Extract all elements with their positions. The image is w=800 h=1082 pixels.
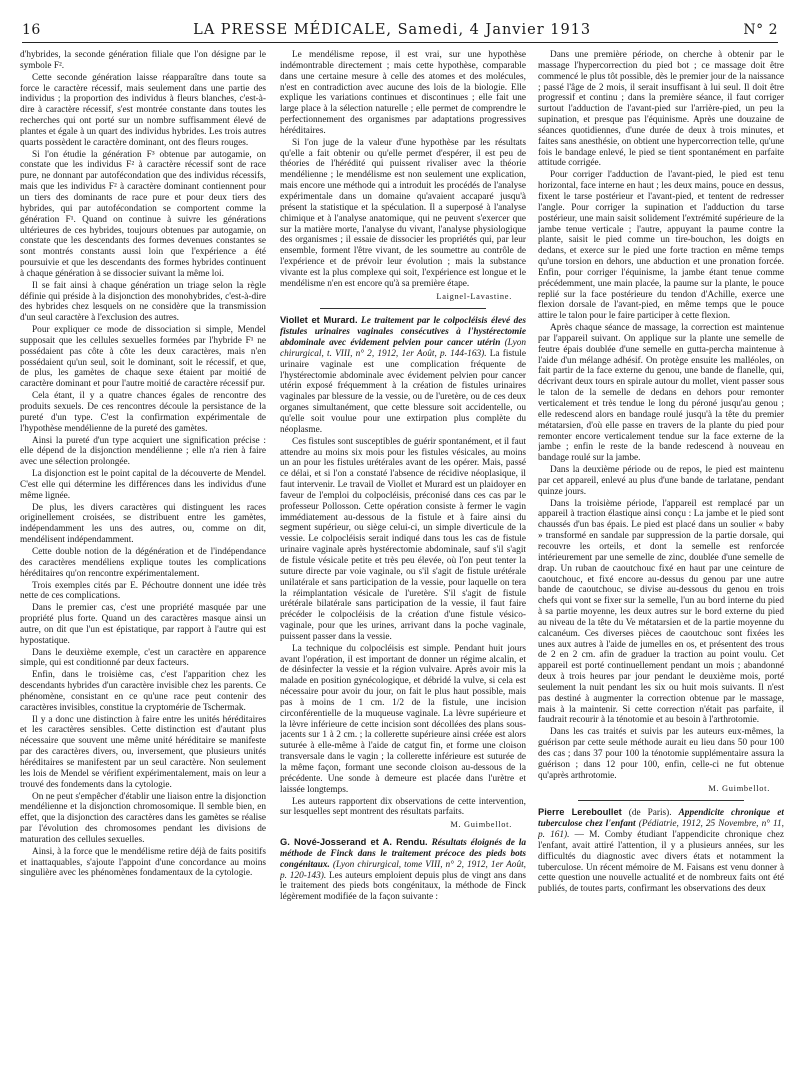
article-title: Le traitement par le colpocléisis élevé des fistules urinaires vaginales consécutives à l'hystérectomie abdominale avec évidement pelvien pour cancer utérin <box>280 316 526 349</box>
paragraph: Pour corriger l'adduction de l'avant-pied, le pied est tenu horizontal, face interne en haut ; les deux mains, pouce en dessus, fixent le tarse postérieur et l'avant-pied, et tentent de redresser l'angle. Pour corriger la supination et l'adduction du tarse postérieur, une main saisit solidement l'extrémité supérieure de la jambe tenue verticale ; l'autre, appuyant la paume contre la plante, saisit le pied comme un tire-bouchon, les doigts en dedans, et exerce sur le pied une forte traction en même temps qu'une torsion en dehors, une abduction et une pronation forcée. Enfin, pour corriger l'équinisme, la jambe étant tenue comme précédemment, une main placée, la paume sur la plante, le pouce replié sur la face postérieure du tendon d'Achille, exerce une flexion dorsale de l'avant-pied, en même temps que le pouce attire le talon pour le faire participer à cette flexion. <box>538 170 784 322</box>
article-heading <box>280 315 526 435</box>
article-source: (Lyon chirurgical, t. VIII, n° 2, 1912, 1er Août, p. 144-163). <box>280 338 526 359</box>
paragraph: Dans le premier cas, c'est une propriété masquée par une propriété plus forte. Quand un des caractères masque ainsi un autre, on dit que l'un est épistatique, par rapport à l'autre qui est hypostatique. <box>20 603 266 646</box>
paragraph: Dans une première période, on cherche à obtenir par le massage l'hypercorrection du pied bot ; ce massage doit être commencé le plus tôt possible, dès le premier jour de la naissance ; passé l'âge de 2 mois, il serait insuffisant à lui seul. Il doit être progressif et continu ; dans la première séance, il faut corriger surtout l'adduction de l'avant-pied sur l'arrière-pied, un peu la supination, et presque pas l'équinisme. Après une douzaine de séances quotidiennes, d'une durée de deux à trois minutes, et faites sans anesthésie, on obtient une hypercorrection telle, qu'une fois le bandage enlevé, le pied se tient spontanément en parfaite attitude corrigée. <box>538 50 784 169</box>
paragraph: Cela étant, il y a quatre chances égales de rencontre des produits sexuels. De ces rencontres découle la persistance de la pureté d'un type. C'est la confirmation expérimentale de l'hypothèse mendélienne de la pureté des gamètes. <box>20 391 266 434</box>
column-2 <box>280 50 526 1082</box>
signature: M. Guimbellot. <box>450 820 512 830</box>
paragraph: Ainsi la pureté d'un type acquiert une signification précise : elle dépend de la disjonction mendélienne ; elle n'a rien à faire avec une sélection prolongée. <box>20 435 266 468</box>
paragraph: Les auteurs rapportent dix observations de cette intervention, sur lesquelles sept montrent des résultats parfaits. <box>280 796 526 818</box>
journal-title: LA PRESSE MÉDICALE, Samedi, 4 Janvier 1913 <box>193 22 592 38</box>
article-text: — M. Comby étudiant l'appendicite chronique chez l'enfant, avait attiré l'attention, il y a plusieurs années, sur les difficultés du diagnostic avec divers états et notamment la tuberculose. Un récent mémoire de M. Faisans est venu donner à cette question une nouvelle actualité et de nombreux faits ont été publiés, de toutes parts, confirmant les observations des deux <box>538 830 784 895</box>
paragraph: Ainsi, à la force que le mendélisme retire déjà de faits positifs et inattaquables, s'ajoute l'appoint d'une concordance au moins singulière avec les phénomènes fondamentaux de la cytologie. <box>20 846 266 879</box>
header-rule <box>22 42 778 43</box>
article-authors: Viollet et Murard. <box>280 315 358 326</box>
paragraph: La disjonction est le point capital de la découverte de Mendel. C'est elle qui détermine les différences dans les individus d'une même lignée. <box>20 469 266 501</box>
paragraph: Cette double notion de la dégénération et de l'indépendance des caractères mendéliens explique toutes les complications héréditaires qu'on rencontre expérimentalement. <box>20 546 266 579</box>
paragraph: Si l'on juge de la valeur d'une hypothèse par les résultats qu'elle a fait obtenir ou qu'elle permet d'espérer, il est peu de théories de l'hérédité qui puissent rivaliser avec la théorie mendélienne ; le mendélisme est non seulement une explication, mais encore une méthode qui a introduit les procédés de l'analyse expérimentale dans un domaine qu'avaient accaparé jusqu'à présent la statistique et la spéculation. Il a superposé à l'analyse chimique et à l'analyse anatomique, qui ne peuvent s'exercer que sur la matière morte, l'analyse du vivant, l'analyse physiologique des organismes ; il essaie de dissocier les propriétés qui, par leur ensemble, forment l'être vivant, de les soumettre au contrôle de l'expérience et de prévoir leur évolution ; mais la substance vivante est la plus complexe qui soit, l'expérience est longue et le mendélisme n'en est encore qu'à sa première étape. <box>280 137 526 289</box>
paragraph: Dans la troisième période, l'appareil est remplacé par un appareil à traction élastique ainsi conçu : La jambe et le pied sont chaussés d'un bas épais. Le pied est placé dans un soulier « baby » transformé en sandale par suppression de la partie dorsale, qui recouvre les orteils, et dont la semelle est renforcée intérieurement par une semelle de zinc, doublée d'une semelle de drap. Un ruban de caoutchouc fixé en haut par une ceinture de caoutchouc, et fixé encore au-dessus du genou par une autre bande de caoutchouc, se divise au-dessous du genou en trois chefs qui vont se fixer sur la semelle, l'un au bord interne du pied à sa partie moyenne, les deux autres sur le bord externe du pied au niveau de la tête du Ve métatarsien et de la partie moyenne du calcanéum. Ces diverses pièces de caoutchouc sont fixées les unes aux autres à l'aide de jumelles en os, et présentent des trous de 2 en 2 cm. afin de graduer la traction au point voulu. Cet appareil est porté continuellement pendant un mois ; abandonné deux à trois heures par jour pendant le deuxième mois, porté seulement la nuit pendant les six ou huit mois suivants. Il n'est pas destiné à augmenter la correction obtenue par le massage, mais à la maintenir. Si cette correction n'était pas parfaite, il faudrait recourir à la ténotomie et au besoin à l'arthrotomie. <box>538 498 784 726</box>
paragraph: Pour expliquer ce mode de dissociation si simple, Mendel supposait que les cellules sexuelles formées par l'hybride F¹ ne possédaient pas côte à côte les deux caractères, mais n'en possédaient qu'un seul, soit le dominant, soit le récessif, et que, de plus, les gamètes de chaque sexe étaient par moitié de caractère dominant et pour l'autre moitié de caractère récessif pur. <box>20 325 266 390</box>
article-source: (Pédiatrie, 1912, 25 Novembre, n° 11, p. 161). <box>538 819 784 841</box>
paragraph: Si l'on étudie la génération F³ obtenue par autogamie, on constate que les individus F² à caractère récessif sont de race pure, ne donnant par autofécondation que des individus récessifs, mais que les individus F² à caractère dominant contiennent pour un tiers des dominants de race pure et pour deux tiers des hybrides, qui par autofécondation se comportent comme la génération F¹. Quand on continue à suivre les générations ultérieures de ces hybrides, toujours obtenues par autogamie, on constate que les descendants des formes devenues constantes se sont montrés constants aussi loin que l'expérience a été poursuivie et que les descendants des formes hybrides continuent à chaque génération à se dissocier suivant la même loi. <box>20 149 266 279</box>
column-3 <box>538 50 784 1082</box>
article-place: (de Paris). <box>628 808 672 819</box>
divider <box>320 308 486 309</box>
page-number: 16 <box>22 22 41 38</box>
paragraph: Il y a donc une distinction à faire entre les unités héréditaires et les caractères sensibles. Cette distinction est d'autant plus nécessaire que souvent une même unité héréditaire se manifeste par des caractères divers, ou, inversement, que plusieurs unités héréditaires se manifestent par un seul caractère. Non seulement les lois de Mendel se vérifient expérimentalement, mais on leur a trouvé des fondements dans la cytologie. <box>20 714 266 790</box>
signature: M. Guimbellot. <box>708 783 770 793</box>
paragraph: d'hybrides, la seconde génération filiale que l'on désigne par le symbole F². <box>20 50 266 71</box>
article-authors: Pierre Lereboullet <box>538 807 622 818</box>
signature: Laignel-Lavastine. <box>436 291 512 301</box>
article-heading <box>280 837 526 903</box>
article-authors: G. Nové-Josserand et A. Rendu. <box>280 837 428 848</box>
paragraph: Après chaque séance de massage, la correction est maintenue par l'appareil suivant. On applique sur la plante une semelle de feutre épais doublée d'une semelle en gutta-percha maintenue à l'aide d'un mélange adhésif. On protège ensuite les malléoles, on fait partir de la face externe du genou, une bande de flanelle, qui, décrivant deux tours en spirale autour du mollet, vient passer sous le talon de la semelle de dedans en dehors pour remonter verticalement et très tendue le long du péroné jusqu'au genou ; elle redescend alors en bandage roulé jusqu'à la tête du premier métatarsien, d'où elle passe en travers de la plante du pied pour remonter encore verticalement tendue sur la face externe de la jambe ; enfin le reste de la bande redescend à nouveau en bandage roulé sur la jambe. <box>538 323 784 464</box>
paragraph: Dans le deuxième exemple, c'est un caractère en apparence simple, qui est conditionné par deux facteurs. <box>20 647 266 669</box>
divider <box>578 800 744 801</box>
paragraph: Cette seconde génération laisse réapparaître dans toute sa force le caractère récessif, mais seulement dans une partie des individus ; la proportion des individus à fleurs blanches, c'est-à-dire à caractère récessif, s'est montrée constante dans toutes les recherches qui ont porté sur un nombre suffisamment élevé de plantes et égale à un quart des individus hybrides. Les trois autres quarts possèdent le caractère dominant, ont des fleurs rouges. <box>20 72 266 148</box>
paragraph: La technique du colpocléisis est simple. Pendant huit jours avant l'opération, il est important de donner un régime alcalin, et de désinfecter la vessie et la région vulvaire. Après avoir mis la malade en position gynécologique, et débridé la vulve, si cela est nécessaire pour avoir du jour, on fait le plus haut possible, mais pas à moins de 1 cm. 1/2 de la fistule, une incision circonférentielle de la muqueuse vaginale. La lèvre supérieure et la lèvre inférieure de cette incision sont décollées des plans sous-jacents sur 1 à 2 cm. ; la collerette supérieure ainsi créée est alors suturée à elle-même à l'aide de catgut fin, et forme une cloison transversale dans le vagin ; la collerette inférieure est suturée de la même façon, formant une seconde cloison au-dessous de la précédente. Une sonde à demeure est placée dans l'urètre et laissée longtemps. <box>280 643 526 795</box>
paragraph: De plus, les divers caractères qui distinguent les races originellement croisées, se distribuent entre les gamètes, indépendamment les uns des autres, ou, comme on dit, mendélisent indépendamment. <box>20 502 266 546</box>
article-text: La fistule urinaire vaginale est une complication fréquente de l'hystérectomie abdominale avec évidement pelvien pour cancer utérin exposé fréquemment à la création de fistules urinaires vaginales par blessure de la vessie, ou de l'uretère, ou de ces deux organes simultanément, que cette blessure soit accidentelle, ou qu'elle soit voulue pour une extirpation plus complète du néoplasme. <box>280 348 526 435</box>
paragraph: Dans les cas traités et suivis par les auteurs eux-mêmes, la guérison par cette seule méthode aurait eu lieu dans 50 pour 100 des cas ; dans 37 pour 100 la ténotomie supplémentaire assura la guérison ; dans 12 pour 100, enfin, celle-ci ne fut obtenue qu'après arthrotomie. <box>538 727 784 781</box>
paragraph: On ne peut s'empêcher d'établir une liaison entre la disjonction mendélienne et la disjonction chromosomique. Il semble bien, en effet, que la disjonction des caractères dans les gamètes se réalise par l'évolution des chromosomes pendant les divisions de maturation des cellules sexuelles. <box>20 791 266 845</box>
article-source: (Lyon chirurgical, tome VIII, n° 2, 1912, 1er Août, p. 120-143). <box>280 859 526 881</box>
article-text: Les auteurs emploient depuis plus de vingt ans dans le traitement des pieds bots congénitaux, la méthode de Finck légèrement modifiée de la façon suivante : <box>280 870 526 903</box>
paragraph: Enfin, dans le troisième cas, c'est l'apparition chez les descendants hybrides d'un caractère invisible chez les parents. Ce phénomène, consistant en ce qu'une race peut contenir des caractères invisibles, constitue la cryptomérie de Tschermak. <box>20 670 266 713</box>
article-title: Résultats éloignés de la méthode de Finck dans le traitement précoce des pieds bots congénitaux. <box>280 838 526 870</box>
article-title: Appendicite chronique et tuberculose chez l'enfant <box>538 808 784 830</box>
paragraph: Trois exemples cités par E. Péchoutre donnent une idée très nette de ces complications. <box>20 580 266 602</box>
paragraph: Dans la deuxième période ou de repos, le pied est maintenu par cet appareil, enlevé au plus d'une bande de tarlatane, pendant quinze jours. <box>538 465 784 497</box>
article-heading <box>538 807 784 895</box>
paragraph: Il se fait ainsi à chaque génération un triage selon la règle définie qui préside à la disjonction des monohybrides, c'est-à-dire des hybrides chez lesquels on ne considère que la transmission d'un seul caractère à l'exclusion des autres. <box>20 280 266 324</box>
paragraph: Ces fistules sont susceptibles de guérir spontanément, et il faut attendre au moins six mois pour les fistules vésicales, au moins un an pour les fistules urétérales avant de les opérer. Mais, passé ce délai, et si l'on a constaté l'absence de récidive néoplasique, il faut intervenir. Le travail de Viollet et Murard est un plaidoyer en faveur de l'emploi du colpocléisis, préconisé dans ces cas par le professeur Pollosson. Cette opération consiste à fermer le vagin immédiatement au-dessous de la fistule et à faire ainsi du segment supérieur, ou siège celui-ci, un simple diverticule de la vessie. Le colpocléisis serait indiqué dans tous les cas de fistule urinaire vaginale après hystérectomie abdominale, sauf s'il s'agit de fistule vésicale petite et très peu élevée, où l'on peut tenter la suture directe par voie vaginale, ou s'il s'agit de fistule urétérale unilatérale et sans participation de la vessie, pour laquelle on tera la réimplantation vésicale de l'uretère. S'il s'agit de fistule urétérale bilatérale sans participation de la vessie, il faut faire précéder le colpocléisis de la création d'une fistule vésico-vaginale, pour que les urines, arrivant dans la poche vaginale, puissent passer dans la vessie. <box>280 436 526 642</box>
page-header <box>22 22 778 40</box>
paragraph: Le mendélisme repose, il est vrai, sur une hypothèse indémontrable directement ; mais cette hypothèse, comparable dans une certaine mesure à celle des atomes et des molécules, n'est en contradiction avec aucune des lois de la biologie. Elle explique les variations continues et discontinues ; elle fait une large place à la sélection naturelle ; elle permet de comprendre le perfectionnement des organismes par adaptations progressives héréditaires. <box>280 50 526 136</box>
issue-number: N° 2 <box>743 22 778 38</box>
column-1 <box>20 50 266 1082</box>
